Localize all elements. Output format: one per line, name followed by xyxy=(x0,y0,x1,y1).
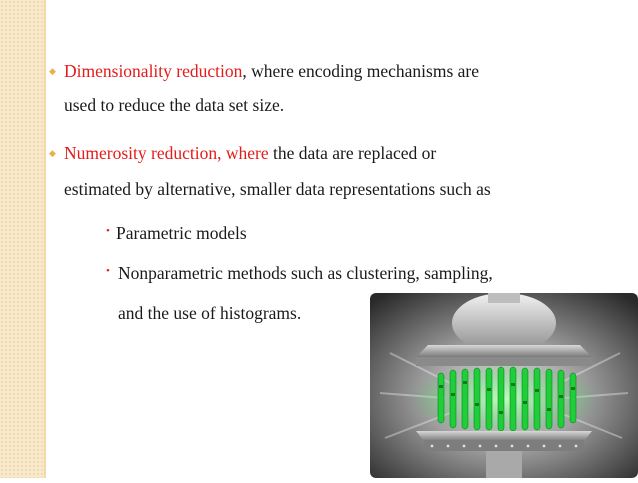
sub-bullet-parametric: Parametric models xyxy=(116,223,247,243)
bullet-text: , where encoding mechanisms are xyxy=(242,61,480,81)
bullet-continuation: used to reduce the data set size. xyxy=(64,95,285,115)
bullet-line xyxy=(64,142,436,164)
dot-bullet-icon: • xyxy=(106,225,110,237)
dot-bullet-icon: • xyxy=(106,265,110,277)
bullet-line xyxy=(64,60,479,82)
data-compression-image xyxy=(370,293,638,478)
sub-bullet-nonparametric: Nonparametric methods such as clustering, sampling, xyxy=(118,263,493,283)
numerosity-reduction-term: Numerosity reduction, where xyxy=(64,143,269,163)
diamond-bullet-icon: ◆ xyxy=(49,66,56,76)
dimensionality-reduction-term: Dimensionality reduction xyxy=(64,61,243,81)
diamond-bullet-icon: ◆ xyxy=(49,148,56,158)
compression-illustration xyxy=(370,293,638,478)
sub-bullet-continuation: and the use of histograms. xyxy=(118,303,302,323)
bullet-text: the data are replaced or xyxy=(268,143,437,163)
bullet-continuation: estimated by alternative, smaller data representations such as xyxy=(64,179,491,199)
